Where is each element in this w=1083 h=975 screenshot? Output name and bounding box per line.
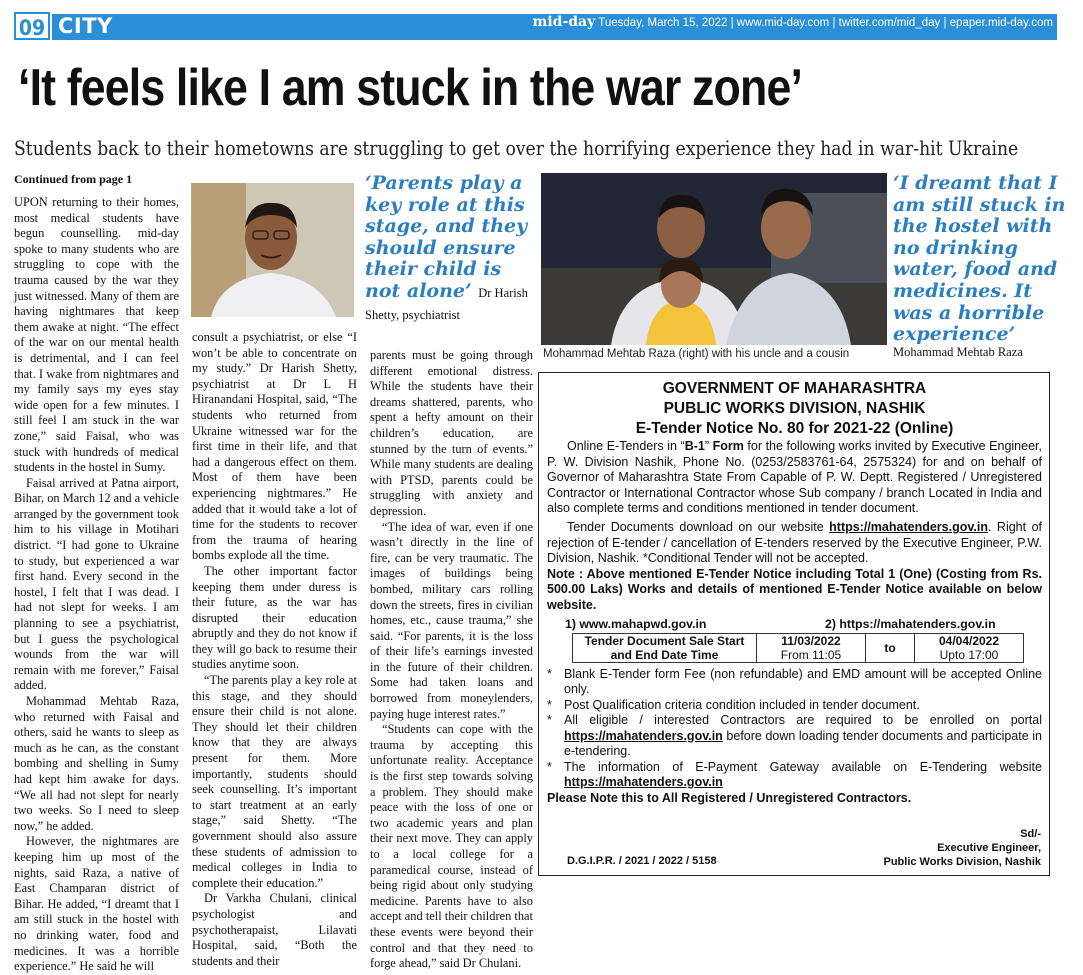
pull-quote-2: ‘I dreamt that I am still stuck in the hostel with no drinking water, food and medicines. It was a horrible experience’ — [893, 172, 1066, 346]
page-number: 09 — [14, 12, 50, 40]
start-date-cell: 11/03/2022 From 11:05 — [757, 633, 866, 662]
group-photo-illustration — [541, 173, 887, 345]
paragraph: consult a psychiatrist, or else “I won’t be able to concentrate on my study.” Dr Harish Shetty, psychiatrist at Dr L H Hiranandani Hospital, said, “The students who returned from Ukraine witnessed war for the first time in their life, and that had a dangerous effect on them. Most of them have been experiencing nightmares.” He added that it would take a lot of time for the students to recover from the trauma of hearing bombs explode all the time. — [192, 330, 357, 563]
epaper-link[interactable]: epaper.mid-day.com — [949, 17, 1053, 29]
tender-notice — [538, 372, 1050, 876]
brand-name: mid-day — [532, 14, 596, 30]
to-cell: to — [866, 633, 915, 662]
twitter-link[interactable]: twitter.com/mid_day — [838, 17, 941, 29]
paragraph: parents must be going through different emotional distress. While the students have their dreams shattered, parents, who spent a hefty amount on their children’s education, are stunned by the turn of events.” While many students are dealing with PTSD, parents could be struggling with anxiety and depression. — [370, 348, 533, 518]
tender-paragraph-2: Tender Documents download on our website https://mahatenders.gov.in. Right of rejection of E-tender / cancellation of E-tenders reserved by the Executive Engineer, P.W. Division, Nashik. *Conditional Tender will not be accepted. — [547, 519, 1042, 566]
tender-heading-3: E-Tender Notice No. 80 for 2021-22 (Online) — [635, 420, 954, 437]
pull-quote-attribution: Dr Harish Shetty, psychiatrist — [365, 285, 528, 322]
website-link[interactable]: www.mid-day.com — [736, 17, 830, 29]
group-photo — [541, 173, 887, 345]
paragraph: Mohammad Mehtab Raza, who returned with Faisal and others, said he wants to sleep as much as he can, as the constant bombing and shelling in Sumy had kept him awake for days. “We all had not slept for nearly two weeks. So I need to sleep now,” he added. — [14, 694, 179, 833]
article-column-2 — [192, 330, 357, 969]
masthead-info: mid-day Tuesday, March 15, 2022 | www.mid-day.com | twitter.com/mid_day | epaper.mid-day.com — [532, 14, 1053, 30]
tender-heading-2: PUBLIC WORKS DIVISION, NASHIK — [663, 400, 926, 417]
list-item: * Blank E-Tender form Fee (non refundable) and EMD amount will be accepted Online only. — [547, 667, 1042, 698]
paragraph: UPON returning to their homes, most medical students have begun counselling. mid-day spoke to many students who are struggling to cope with the trauma caused by the war they just witnessed. Many of them are having nightmares that keep them awake at night. “The effect of the war on our mental health is detrimental, and I can feel that. I wake from nightmares and my family says my eyes stay wide open for a few minutes. I still feel I am stuck in the war zone,” said Faisal, who was stuck with hundreds of medical students in the hostel in Sumy. — [14, 195, 179, 475]
pull-quote-text: ‘Parents play a key role at this stage, and they should ensure their child is not alone’ — [365, 172, 528, 302]
photo-caption: Mohammad Mehtab Raza (right) with his uncle and a cousin — [543, 348, 850, 360]
end-date-cell: 04/04/2022 Upto 17:00 — [915, 633, 1024, 662]
portrait-illustration — [191, 183, 354, 317]
list-item: * Post Qualification criteria condition included in tender document. — [547, 698, 1042, 714]
signatory: Executive Engineer, Public Works Division, Nashik — [883, 842, 1041, 868]
pull-quote-2-attribution: Mohammad Mehtab Raza — [893, 345, 1023, 359]
please-note: Please Note this to All Registered / Unregistered Contractors. — [547, 790, 912, 805]
tender-websites — [547, 617, 1042, 631]
paragraph: “The parents play a key role at this stage, and they should ensure their child is not alone. They should let their children know that they are always present for them. More importantly, students should seek counselling. It’s important to start treatment at an early stage,” said Shetty. “The government should also assure these students of admission to medical colleges in India to complete their education.” — [192, 673, 357, 890]
signature-mark: Sd/- — [1020, 828, 1041, 840]
tender-dates-table — [572, 633, 1024, 663]
paragraph: “The idea of war, even if one wasn’t directly in the line of fire, can be very traumatic. The images of buildings being bombed, military cars rolling down the streets, fires in civilian homes, etc., cause trauma,” she said. “For parents, it is the loss of their life’s earnings invested in the future of their children. Some had taken loans and borrowed from moneylenders, paying huge interest rates.” — [370, 519, 533, 721]
mahatenders-link[interactable]: https://mahatenders.gov.in — [829, 519, 988, 534]
paragraph: “Students can cope with the trauma by accepting this unfortunate reality. Acceptance is the first step towards solving a problem. They should make peace with the loss of one or two academic years and plan their next move. They can apply to a local college for a paramedical course, instead of being rigid about only studying medicine. Parents have to also accept and tell their children that these events were beyond their control and that they need to forge ahead,” said Dr Chulani. — [370, 722, 533, 971]
list-item: * All eligible / interested Contractors are required to be enrolled on portal https://mahatenders.gov.in before down loading tender documents and participate in e-tendering. — [547, 713, 1042, 760]
paragraph: However, the nightmares are keeping him up most of the nights, said Raza, a native of East Champaran district of Bihar. He added, “I dreamt that I am still stuck in the hostel with no drinking water, food and medicines. It was a horrible experience.” He said he will — [14, 834, 179, 974]
pull-quote-1 — [365, 173, 540, 324]
paragraph: Faisal arrived at Patna airport, Bihar, on March 12 and a vehicle arranged by the government took him to his village in Motihari district. “I had gone to Ukraine to study, but experienced a war first hand. Every second in the hostel, I felt that I was dead. I had not slept for weeks. I am planning to see a psychiatrist, but I guess the psychological wounds from the war will remain with me forever,” Faisal added. — [14, 475, 179, 693]
headline: ‘It feels like I am stuck in the war zone’ — [18, 59, 803, 117]
section-title: CITY — [58, 14, 113, 38]
article-column-1 — [14, 195, 179, 975]
tender-heading-1: GOVERNMENT OF MAHARASHTRA — [662, 380, 927, 397]
dgipr-reference: D.G.I.P.R. / 2021 / 2022 / 5158 — [567, 855, 717, 867]
dates-label: Tender Document Sale Start and End Date Time — [573, 633, 757, 662]
paragraph: The other important factor keeping them under duress is their future, as the war has disrupted their education abruptly and they do not know if they will go back to resume their studies anytime soon. — [192, 563, 357, 672]
mahatenders-link[interactable]: https://mahatenders.gov.in — [564, 775, 723, 790]
subheadline: Students back to their hometowns are struggling to get over the horrifying experience they had in war-hit Ukraine — [14, 136, 1019, 160]
portrait-photo — [191, 183, 354, 317]
article-column-3 — [370, 348, 533, 972]
mahapwd-link[interactable]: 1) www.mahapwd.gov.in — [565, 616, 707, 631]
tender-notes-list — [547, 667, 1042, 791]
paragraph: Dr Varkha Chulani, clinical psychologist and psychotherapaist, Lilavati Hospital, said, “Both the students and their — [192, 891, 357, 968]
mahatenders-link[interactable]: https://mahatenders.gov.in — [564, 728, 723, 743]
mahatenders-link[interactable]: 2) https://mahatenders.gov.in — [825, 616, 996, 631]
tender-note: Note : Above mentioned E-Tender Notice including Total 1 (One) (Costing from Rs. 500.00 Laks) Works and details of mentioned E-Tender Notice available on below website. — [547, 566, 1042, 612]
continued-note: Continued from page 1 — [14, 172, 133, 186]
list-item: * The information of E-Payment Gateway available on E-Tendering website https://mahatenders.gov.in — [547, 760, 1042, 791]
issue-date: Tuesday, March 15, 2022 — [598, 17, 728, 29]
tender-paragraph-1: Online E-Tenders in “B-1” Form for the following works invited by Executive Engineer, P. W. Division Nashik, Phone No. (0253/2583761-64, 2575324) for and on behalf of Governor of Maharashtra State From Capable of P. W. Deptt. Registered / Unregistered Contractor or International Contractor whose Sub company / branch Located in India and also complete terms and conditions mentioned in tender document. — [547, 439, 1042, 516]
